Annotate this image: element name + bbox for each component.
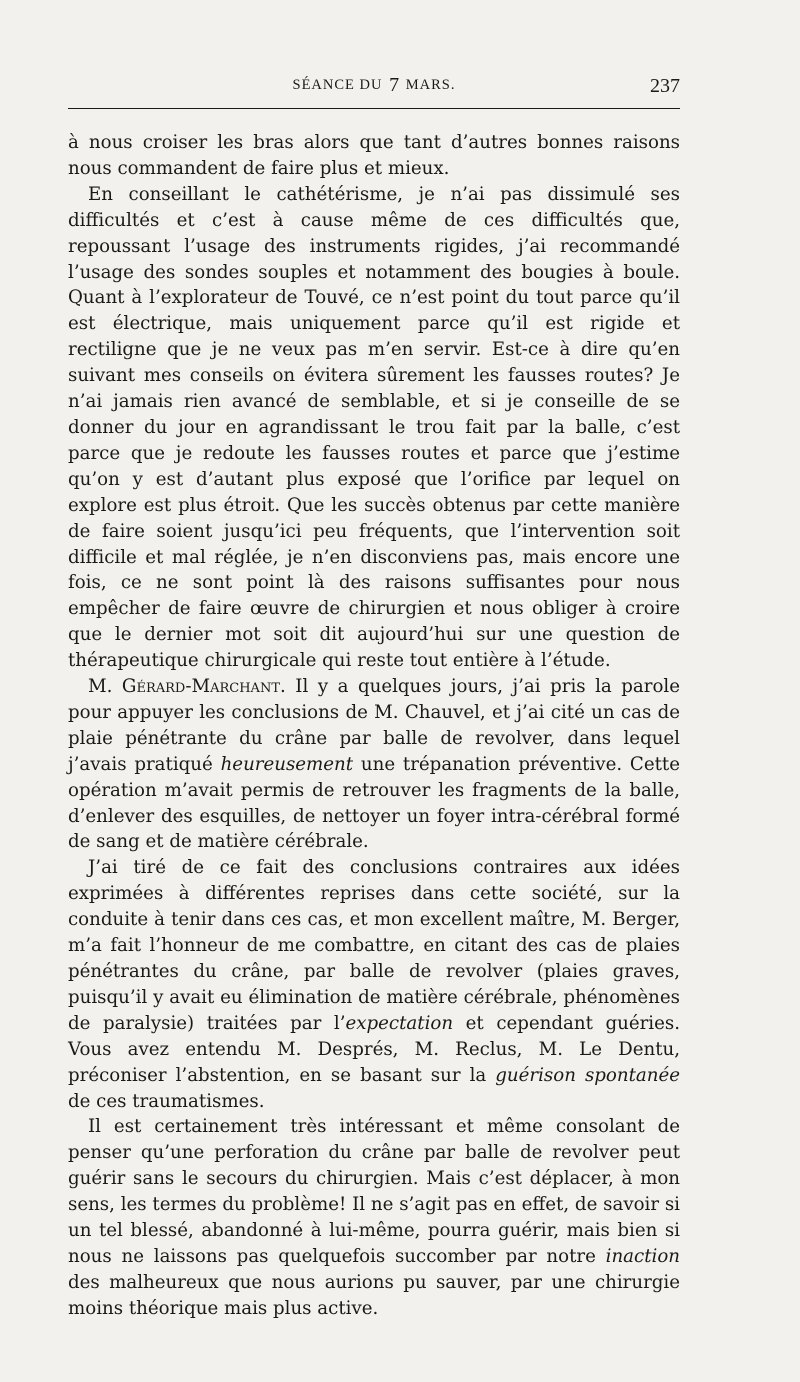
paragraph-5-text-b: des malheureux que nous aurions pu sauver, par une chirurgie moins théorique mais plus active. [68, 1271, 680, 1319]
paragraph-2: En conseillant le cathétérisme, je n’ai pas dissimulé ses difficultés et c’est à cause même de ces difficultés que, repoussant l’usage des instruments rigides, j’ai recommandé l’usage des sondes souples et notamment des bougies à boule. Quant à l’explorateur de Touvé, ce n’est point du tout parce qu’il est électrique, mais uniquement parce qu’il est rigide et rectiligne que je ne veux pas m’en servir. Est-ce à dire qu’en suivant mes conseils on évitera sûrement les fausses routes? Je n’ai jamais rien avancé de semblable, et si je conseille de se donner du jour en agrandissant le trou fait par la balle, c’est parce que je redoute les fausses routes et parce que j’estime qu’on y est d’autant plus exposé que l’orifice par lequel on explore est plus étroit. Que les succès obtenus par cette manière de faire soient jusqu’ici peu fréquents, que l’intervention soit difficile et mal réglée, je n’en disconviens pas, mais encore une fois, ce ne sont point là des raisons suffisantes pour nous empêcher de faire œuvre de chirurgien et nous obliger à croire que le dernier mot soit dit aujourd’hui sur une question de thérapeutique chirurgicale qui reste tout entière à l’étude. [68, 183, 680, 672]
header-rule [68, 108, 680, 109]
running-head-prefix: SÉANCE DU [292, 77, 383, 93]
paragraph-4-text-a: J’ai tiré de ce fait des conclusions contraires aux idées exprimées à différentes reprises dans cette société, sur la conduite à tenir dans ces cas, et mon excellent maître, M. Berger, m’a fait l’honneur de me combattre, en citant des cas de plaies pénétrantes du crâne, par balle de revolver (plaies graves, puisqu’il y avait eu élimination de matière cérébrale, phénomènes de paralysie) traitées par l’ [68, 857, 680, 1034]
paragraph-3-emphasis: heureusement [220, 753, 354, 775]
paragraph-4-emphasis-2: guérison spontanée [495, 1064, 680, 1086]
paragraph-4 [68, 855, 680, 1114]
paragraph-5-emphasis: inaction [605, 1245, 680, 1267]
running-head [68, 74, 680, 97]
page-number: 237 [650, 75, 680, 97]
paragraph-5 [68, 1114, 680, 1321]
running-head-day: 7 [389, 74, 400, 96]
paragraph-1: à nous croiser les bras alors que tant d’autres bonnes raisons nous commandent de faire plus et mieux. [68, 132, 680, 179]
body-text [68, 130, 680, 1322]
paragraph-4-emphasis-1: expectation [345, 1012, 454, 1034]
paragraph-5-text-a: Il est certainement très intéressant et même consolant de penser qu’une perforation du crâne par balle de revolver peut guérir sans le secours du chirurgien. Mais c’est déplacer, à mon sens, les termes du problème! Il ne s’agit pas en effet, de savoir si un tel blessé, abandonné à lui-même, pourra guérir, mais bien si nous ne laissons pas quelquefois succomber par notre [68, 1116, 680, 1267]
running-head-month: MARS. [405, 77, 456, 93]
paragraph-4-text-c: de ces traumatismes. [68, 1090, 265, 1112]
paragraph-3 [68, 674, 680, 855]
page-header [68, 74, 680, 98]
paragraph-4-text-b: et cependant guéries. Vous avez entendu M. Després, M. Reclus, M. Le Dentu, préconiser l’abstention, en se basant sur la [68, 1012, 680, 1086]
paragraph-3-text-b: une trépanation préventive. Cette opération m’avait permis de retrouver les fragments de la balle, d’enlever des esquilles, de nettoyer un foyer intra-cérébral formé de sang et de matière cérébrale. [68, 753, 680, 853]
speaker-name: M. Gérard-Marchant. [88, 676, 286, 698]
paragraph-3-text-a: Il y a quelques jours, j’ai pris la parole pour appuyer les conclusions de M. Chauvel, et j’ai cité un cas de plaie pénétrante du crâne par balle de revolver, dans lequel j’avais pratiqué [68, 676, 680, 775]
